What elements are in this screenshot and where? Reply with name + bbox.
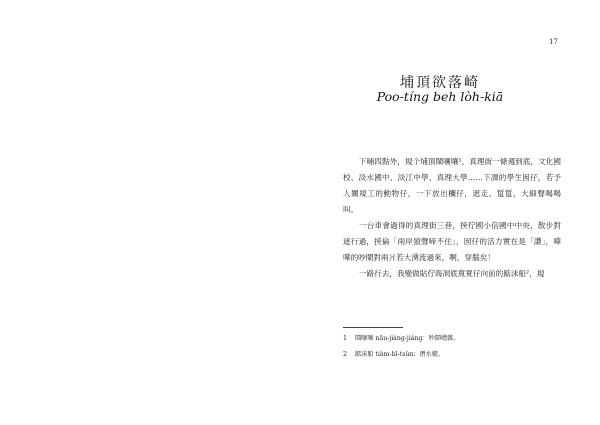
footnotes	[343, 331, 561, 363]
body-text	[343, 154, 561, 282]
paragraph: 一台車會過得的真理街三巷，挾佇國小倍國中中央，散步對遮行過，挾倫「兩岸猿聲啼不住」，囡仔的活力實在是「讚」，嘩嘩的吵鬧對兩爿若大湧流過來，啊，穿腦矣！	[343, 221, 561, 262]
chapter-title-romanization: Poo-tíng beh lòh-kiā	[376, 89, 504, 104]
paragraph: 一路行去，我變做貼佇海洞底寬寬仔向前的踮沫船²，規	[359, 269, 545, 278]
footnote-number: 2	[343, 351, 347, 358]
footnote	[343, 347, 561, 363]
paragraph: 下晡四點外，規个埔頂鬧嚷嚷¹，真理街一條週到底，文化國校、淡水國中、淡江中學、真理大學……下課的學生囡仔，若予人關規工的動物仔，一下放出欄仔，遮走、踅踅，大細聲喝喝叫。	[343, 157, 561, 214]
page-number: 17	[549, 38, 558, 46]
footnote-number: 1	[343, 335, 347, 342]
footnote-divider	[343, 327, 403, 328]
footnote-text: 踮沫船 tiàm-bī-tsûn：潛水艇。	[355, 351, 445, 358]
footnote	[343, 331, 561, 347]
chapter-title: 埔頂欲落崎	[400, 75, 480, 91]
footnote-text: 鬧嚷嚷 nāu-jiáng-jiáng：吵鬧嘈雜。	[355, 335, 460, 342]
